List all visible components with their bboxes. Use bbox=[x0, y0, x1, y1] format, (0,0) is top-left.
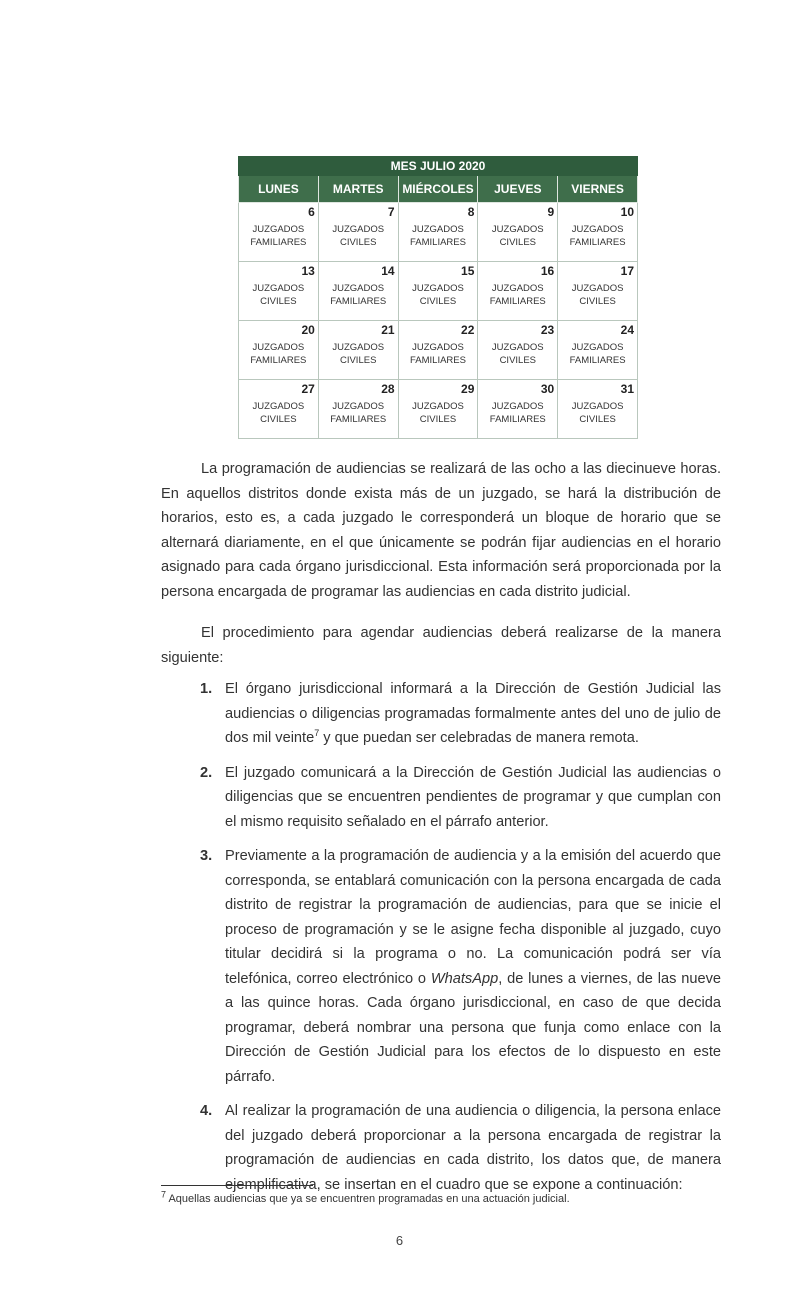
calendar-cell bbox=[318, 380, 398, 439]
calendar-week bbox=[239, 203, 638, 262]
court-type: JUZGADOS FAMILIARES bbox=[569, 342, 626, 366]
list-text: Al realizar la programación de una audiencia o diligencia, la persona enlace del juzgado deberá proporcionar a la persona encargada de registrar la programación de audiencias en cada distrito, los datos que, de manera ejemplificativa, se insertan en el cuadro que se expone a continuación: bbox=[225, 1103, 721, 1193]
calendar-cell bbox=[478, 380, 558, 439]
calendar-week bbox=[239, 262, 638, 321]
court-type: JUZGADOS FAMILIARES bbox=[569, 224, 626, 248]
list-text: , de lunes a viernes, de las nueve a las quince horas. Cada órgano jurisdiccional, en caso de que decida programar, deberá nombrar una persona que funja como enlace con la Dirección de Gestión Judicial para los efectos de lo dispuesto en este párrafo. bbox=[225, 970, 721, 1085]
procedure-list bbox=[200, 677, 721, 1207]
court-type: JUZGADOS FAMILIARES bbox=[330, 283, 387, 307]
footnote bbox=[161, 1189, 570, 1205]
calendar-table bbox=[238, 156, 638, 439]
calendar-cell bbox=[318, 321, 398, 380]
court-type: JUZGADOS CIVILES bbox=[571, 283, 624, 307]
list-item bbox=[200, 1099, 721, 1197]
calendar-cell bbox=[478, 321, 558, 380]
court-type: JUZGADOS FAMILIARES bbox=[489, 283, 546, 307]
court-type: JUZGADOS CIVILES bbox=[571, 401, 624, 425]
court-type: JUZGADOS FAMILIARES bbox=[410, 224, 466, 248]
calendar-cell bbox=[239, 262, 319, 321]
day-number: 15 bbox=[461, 264, 475, 278]
footnote-marker: 7 bbox=[161, 1189, 167, 1200]
day-number: 30 bbox=[540, 382, 555, 396]
day-number: 28 bbox=[381, 382, 395, 396]
paragraph-text: La programación de audiencias se realizará de las ocho a las diecinueve horas. En aquellos distritos donde exista más de un juzgado, se hará la distribución de horarios, esto es, a cada juzgado le corresponderá un bloque de horario que se alternará diariamente, en el que únicamente se podrán fijar audiencias en el horario asignado para cada órgano jurisdiccional. Esta información será proporcionada por la persona encargada de programar las audiencias en cada distrito judicial. bbox=[161, 461, 721, 600]
court-type: JUZGADOS FAMILIARES bbox=[250, 224, 307, 248]
day-number: 10 bbox=[620, 205, 634, 219]
day-number: 31 bbox=[620, 382, 634, 396]
court-type: JUZGADOS CIVILES bbox=[412, 283, 464, 307]
court-type: JUZGADOS CIVILES bbox=[491, 224, 544, 248]
day-header: VIERNES bbox=[558, 176, 638, 203]
day-number: 29 bbox=[461, 382, 475, 396]
paragraph-schedule bbox=[161, 457, 721, 604]
paragraph-text: El procedimiento para agendar audiencias deberá realizarse de la manera siguiente: bbox=[161, 625, 721, 666]
calendar-cell bbox=[398, 203, 478, 262]
list-text-italic: WhatsApp bbox=[430, 970, 499, 987]
day-header: MIÉRCOLES bbox=[398, 176, 478, 203]
court-type: JUZGADOS CIVILES bbox=[252, 401, 305, 425]
day-number: 16 bbox=[540, 264, 555, 278]
day-number: 22 bbox=[461, 323, 475, 337]
calendar-cell bbox=[239, 203, 319, 262]
day-number: 21 bbox=[381, 323, 395, 337]
court-type: JUZGADOS CIVILES bbox=[332, 224, 385, 248]
day-header: LUNES bbox=[239, 176, 319, 203]
list-text: El órgano jurisdiccional informará a la Dirección de Gestión Judicial las audiencias o diligencias programadas formalmente antes del uno de julio de dos mil veinte bbox=[225, 681, 721, 746]
day-header: MARTES bbox=[318, 176, 398, 203]
court-type: JUZGADOS CIVILES bbox=[491, 342, 544, 366]
day-number: 17 bbox=[620, 264, 634, 278]
calendar-cell bbox=[318, 262, 398, 321]
list-marker: 1. bbox=[200, 681, 213, 697]
list-text: y que puedan ser celebradas de manera remota. bbox=[319, 730, 639, 746]
day-number: 24 bbox=[620, 323, 634, 337]
list-item bbox=[200, 761, 721, 835]
calendar-week bbox=[239, 380, 638, 439]
calendar-cell bbox=[558, 203, 638, 262]
footnote-text: Aquellas audiencias que ya se encuentren programadas en una actuación judicial. bbox=[166, 1193, 570, 1205]
court-type: JUZGADOS CIVILES bbox=[252, 283, 305, 307]
paragraph-procedure bbox=[161, 621, 721, 670]
footnote-divider bbox=[161, 1185, 313, 1186]
calendar-cell bbox=[558, 321, 638, 380]
calendar-cell bbox=[398, 321, 478, 380]
court-type: JUZGADOS FAMILIARES bbox=[330, 401, 387, 425]
day-number: 20 bbox=[301, 323, 315, 337]
day-number: 27 bbox=[301, 382, 315, 396]
footnote-ref: 7 bbox=[314, 728, 320, 739]
list-item bbox=[200, 844, 721, 1089]
calendar-title: MES JULIO 2020 bbox=[239, 157, 638, 176]
list-marker: 2. bbox=[200, 764, 213, 781]
day-number: 9 bbox=[547, 205, 555, 219]
day-number: 6 bbox=[308, 205, 315, 219]
list-text: Previamente a la programación de audiencia y a la emisión del acuerdo que corresponda, se entablará comunicación con la persona encargada de cada distrito de registrar la programación de audiencias, para que se inicie el proceso de programación y se le asigne fecha disponible al juzgado, cuyo titular decidirá si la programa o no. La comunicación podrá ser vía telefónica, correo electrónico o bbox=[225, 848, 721, 987]
calendar-cell bbox=[398, 380, 478, 439]
calendar-cell bbox=[478, 262, 558, 321]
court-type: JUZGADOS CIVILES bbox=[332, 342, 385, 366]
calendar-cell bbox=[239, 321, 319, 380]
calendar-cell bbox=[398, 262, 478, 321]
calendar-week bbox=[239, 321, 638, 380]
day-number: 7 bbox=[387, 205, 395, 219]
list-item bbox=[200, 677, 721, 751]
list-marker: 4. bbox=[200, 1103, 213, 1119]
calendar-cell bbox=[478, 203, 558, 262]
day-number: 23 bbox=[540, 323, 555, 337]
day-number: 14 bbox=[381, 264, 395, 278]
day-header: JUEVES bbox=[478, 176, 558, 203]
list-text: El juzgado comunicará a la Dirección de Gestión Judicial las audiencias o diligencias que se encuentren pendientes de programar y que cumplan con el mismo requisito señalado en el párrafo anterior. bbox=[225, 764, 721, 830]
calendar-cell bbox=[318, 203, 398, 262]
court-type: JUZGADOS FAMILIARES bbox=[410, 342, 466, 366]
calendar-cell bbox=[239, 380, 319, 439]
calendar-cell bbox=[558, 380, 638, 439]
court-type: JUZGADOS FAMILIARES bbox=[489, 401, 546, 425]
day-number: 13 bbox=[301, 264, 315, 278]
list-marker: 3. bbox=[200, 848, 213, 864]
page-number: 6 bbox=[395, 1233, 404, 1248]
court-type: JUZGADOS CIVILES bbox=[412, 401, 464, 425]
court-type: JUZGADOS FAMILIARES bbox=[250, 342, 307, 366]
calendar-cell bbox=[558, 262, 638, 321]
day-number: 8 bbox=[467, 205, 475, 219]
